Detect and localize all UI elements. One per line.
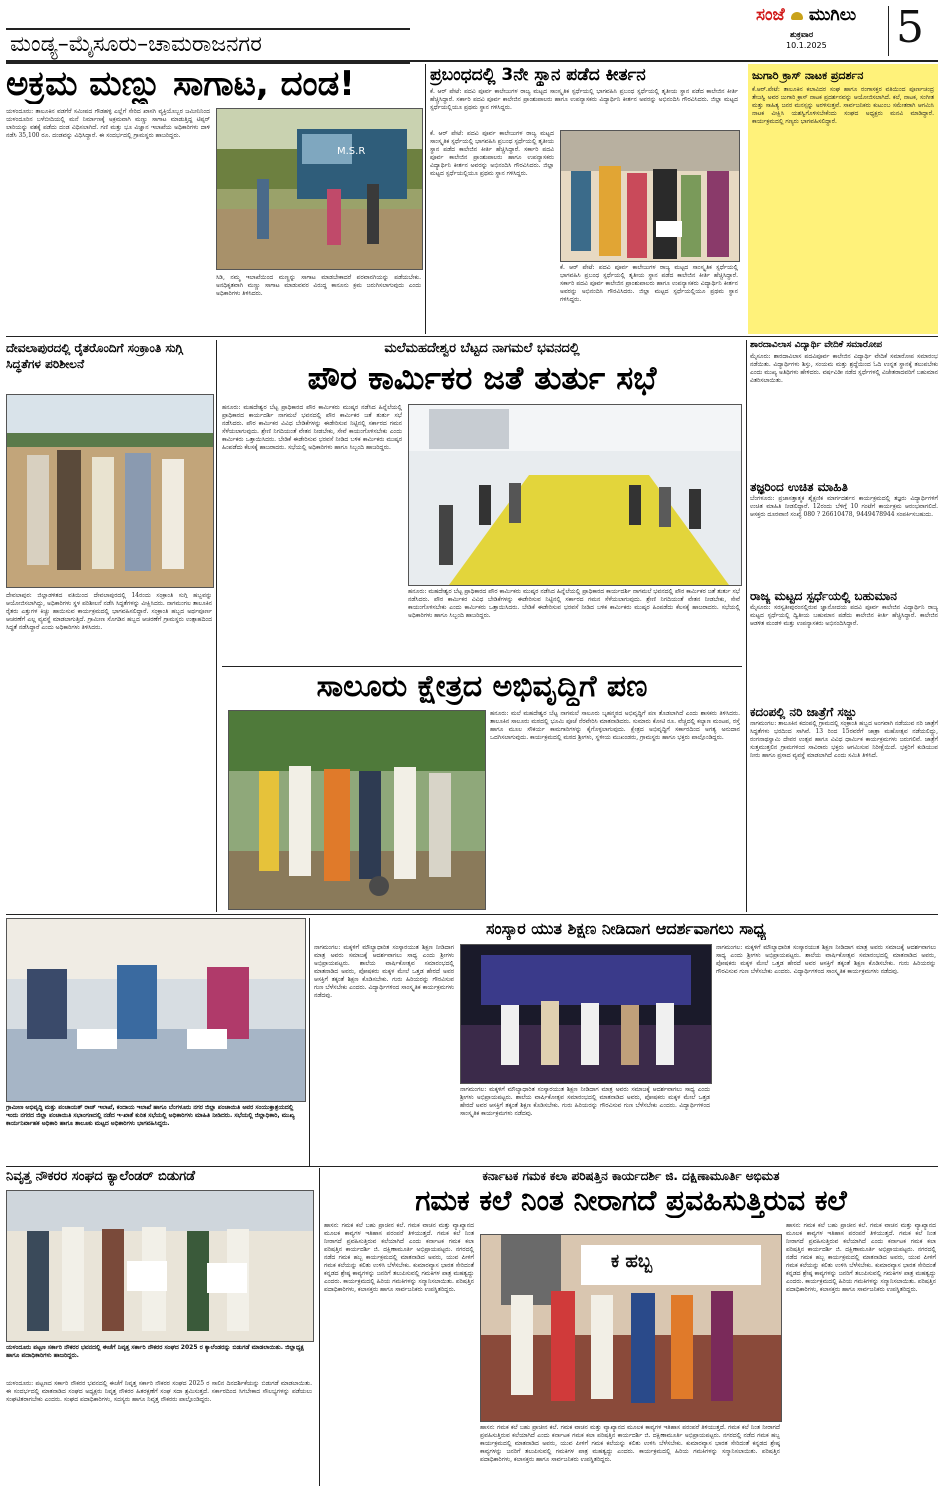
gubbi-body: ಕೆ.ಆರ್.ಪೇಟೆ: ತಾಲೂಕಿನ ಕಲಾವಿದರ ಸಂಘ ಹಾಗೂ ರಂಗಾಸಕ್ತರ ವತಿಯಿಂದ ಪೂರ್ಣಚಂದ್ರ ತೇಜಸ್ವಿ ಅವರ ಜುಗಾರಿ ಕ್ರಾಸ್ ನಾಟಕ ಪ್ರದರ್ಶನವನ್ನು ಆಯೋಜಿಸಲಾಗಿದೆ. ಕಲೆ, ನಾಟಕ, ಸಂಗೀತ ಮತ್ತು ಸಾಹಿತ್ಯ ಜನರ ಮನಸ್ಸನ್ನು ಅರಳಿಸುತ್ತವೆ. ಸಾರ್ವಜನಿಕರು ಕುಟುಂಬ ಸಮೇತರಾಗಿ ಆಗಮಿಸಿ ನಾಟಕ ವೀಕ್ಷಿಸಿ ಯಶಸ್ವಿಗೊಳಿಸಬೇಕೆಂದು ಸಂಘದ ಅಧ್ಯಕ್ಷರು ಮನವಿ ಮಾಡಿದ್ದಾರೆ. ಕಾರ್ಯಕ್ರಮದಲ್ಲಿ ಗಣ್ಯರು ಭಾಗವಹಿಸಲಿದ್ದಾರೆ. [752, 86, 934, 125]
story-sand [6, 64, 422, 330]
story-gamaka [324, 1168, 938, 1486]
samskara-body: ನಾಗಮಂಗಲ: ಮಕ್ಕಳಿಗೆ ಮೌಲ್ಯಾಧಾರಿತ ಸಂಸ್ಕಾರಯುತ ಶಿಕ್ಷಣ ನೀಡಿದಾಗ ಮಾತ್ರ ಅವರು ಸಮಾಜಕ್ಕೆ ಆದರ್ಶವಾಗಲು ಸಾಧ್ಯ ಎಂದು ಶ್ರೀಗಳು ಅಭಿಪ್ರಾಯಪಟ್ಟರು. ಶಾಲೆಯ ವಾರ್ಷಿಕೋತ್ಸವ ಸಮಾರಂಭದಲ್ಲಿ ಮಾತನಾಡಿದ ಅವರು, ಪೋಷಕರು ಮಕ್ಕಳ ಮೇಲೆ ಒತ್ತಡ ಹೇರದೆ ಅವರ ಆಸಕ್ತಿಗೆ ತಕ್ಕಂತೆ ಶಿಕ್ಷಣ ಕೊಡಿಸಬೇಕು. ಗುರು ಹಿರಿಯರನ್ನು ಗೌರವಿಸುವ ಗುಣ ಬೆಳೆಸಬೇಕು ಎಂದರು. ವಿದ್ಯಾರ್ಥಿಗಳಿಂದ ಸಾಂಸ್ಕೃತಿಕ ಕಾರ್ಯಕ್ರಮಗಳು ನಡೆದವು. [314, 944, 454, 999]
calendar-photo [6, 1190, 314, 1342]
story-samskara [314, 918, 938, 1164]
saluru-body: ಹನೂರು: ಮಲೆ ಮಹದೇಶ್ವರ ಬೆಟ್ಟ ನಾಗಮಲೆ ಸಾಲೂರು ಬೃಹನ್ಮಠದ ಅಭಿವೃದ್ಧಿಗೆ ಪಣ ತೊಡಲಾಗಿದೆ ಎಂದು ಶಾಸಕರು ತಿಳಿಸಿದರು. ತಾಲೂಕಿನ ಸಾಲೂರು ಮಠದಲ್ಲಿ ಭೂಮಿ ಪೂಜೆ ನೆರವೇರಿಸಿ ಮಾತನಾಡಿದರು. ಸುಮಾರು ಕೋಟಿ ರೂ. ವೆಚ್ಚದಲ್ಲಿ ಕಲ್ಯಾಣ ಮಂಟಪ, ರಸ್ತೆ ಹಾಗೂ ಮೂಲ ಸೌಕರ್ಯ ಕಾಮಗಾರಿಗಳನ್ನು ಕೈಗೊಳ್ಳಲಾಗುವುದು. ಕ್ಷೇತ್ರದ ಅಭಿವೃದ್ಧಿಗೆ ಸರ್ಕಾರದಿಂದ ಅಗತ್ಯ ಅನುದಾನ ಒದಗಿಸಲಾಗುವುದು. ಕಾರ್ಯಕ್ರಮದಲ್ಲಿ ಮಠದ ಶ್ರೀಗಳು, ಸ್ಥಳೀಯ ಮುಖಂಡರು, ಗ್ರಾಮಸ್ಥರು ಹಾಗೂ ಭಕ್ತರು ಪಾಲ್ಗೊಂಡಿದ್ದರು. [490, 710, 740, 741]
pourakarmika-photo [408, 404, 742, 586]
jatre-headline: ಕದಂಪಲ್ಲಿ ನರಿ ಜಾತ್ರೆಗೆ ಸಜ್ಜು [750, 705, 857, 719]
pourakarmika-body: ಹನೂರು: ಮಹದೇಶ್ವರ ಬೆಟ್ಟ ಪ್ರಾಧಿಕಾರದ ಪೌರ ಕಾರ್ಮಿಕರು ಮುಷ್ಕರ ನಡೆಸಿದ ಹಿನ್ನೆಲೆಯಲ್ಲಿ ಪ್ರಾಧಿಕಾರದ ಕಾರ್ಯದರ್ಶಿ ನಾಗಮಲೆ ಭವನದಲ್ಲಿ ಪೌರ ಕಾರ್ಮಿಕರ ಜತೆ ತುರ್ತು ಸಭೆ ನಡೆಸಿದರು. ಪೌರ ಕಾರ್ಮಿಕರ ವಿವಿಧ ಬೇಡಿಕೆಗಳನ್ನು ಈಡೇರಿಸುವ ನಿಟ್ಟಿನಲ್ಲಿ ಸರ್ಕಾರದ ಗಮನ ಸೆಳೆಯಲಾಗುವುದು. ಶ್ರೇಣಿ ನಿಗದಿಯಂತೆ ವೇತನ ನೀಡಬೇಕು, ಸೇವೆ ಕಾಯಂಗೊಳಿಸಬೇಕು ಎಂದು ಕಾರ್ಮಿಕರು ಒತ್ತಾಯಿಸಿದರು. ಬೇಡಿಕೆ ಈಡೇರಿಸುವ ಭರವಸೆ ನೀಡಿದ ಬಳಿಕ ಕಾರ್ಮಿಕರು ಮುಷ್ಕರ ಹಿಂಪಡೆದು ಕೆಲಸಕ್ಕೆ ಹಾಜರಾದರು. ಸಭೆಯಲ್ಲಿ ಅಧಿಕಾರಿಗಳು ಹಾಗೂ ಸಿಬ್ಬಂದಿ ಹಾಜರಿದ್ದರು. [222, 404, 402, 451]
samskara-headline: ಸಂಸ್ಕಾರ ಯುತ ಶಿಕ್ಷಣ ನೀಡಿದಾಗ ಆದರ್ಶವಾಗಲು ಸಾಧ್ಯ [486, 919, 766, 938]
hrule-1 [6, 336, 938, 337]
logo-part-1: ಸಂಜೆ [756, 5, 785, 25]
issue-day: ಶುಕ್ರವಾರ [790, 30, 814, 39]
info-body: ಬೆಂಗಳೂರು: ಪ್ರಜಾಸತ್ತಾತ್ಮಕ ಶೈಕ್ಷಣಿಕ ಮಾರ್ಗದರ್ಶನ ಕಾರ್ಯಕ್ರಮದಲ್ಲಿ ತಜ್ಞರು ವಿದ್ಯಾರ್ಥಿಗಳಿಗೆ ಉಚಿತ ಮಾಹಿತಿ ನೀಡಲಿದ್ದಾರೆ. 12ರಂದು ಬೆಳಿಗ್ಗೆ 10 ಗಂಟೆಗೆ ಕಾರ್ಯಕ್ರಮ ಆರಂಭವಾಗಲಿದೆ. ಆಸಕ್ತರು ದೂರವಾಣಿ ಸಂಖ್ಯೆ 080 ? 26610478, 9449478944 ಸಂಪರ್ಕಿಸಬಹುದು. [750, 495, 938, 518]
state-prize-body: ಮೈಸೂರು: ಸರಸ್ವತೀಪುರಂನಲ್ಲಿರುವ ಜ್ಞಾನೋದಯ ಪದವಿ ಪೂರ್ವ ಕಾಲೇಜಿನ ವಿದ್ಯಾರ್ಥಿನಿ ರಾಜ್ಯ ಮಟ್ಟದ ಸ್ಪರ್ಧೆಯಲ್ಲಿ ದ್ವಿತೀಯ ಬಹುಮಾನ ಪಡೆದು ಕಾಲೇಜಿನ ಕೀರ್ತಿ ಹೆಚ್ಚಿಸಿದ್ದಾರೆ. ಕಾಲೇಜಿನ ಆಡಳಿತ ಮಂಡಳಿ ಮತ್ತು ಉಪನ್ಯಾಸಕರು ಅಭಿನಂದಿಸಿದ್ದಾರೆ. [750, 604, 938, 627]
hrule-3 [6, 1166, 938, 1167]
keerthana-body-2: ಕೆ. ಆರ್ ಪೇಟೆ: ಪದವಿ ಪೂರ್ವ ಕಾಲೇಜುಗಳ ರಾಜ್ಯ ಮಟ್ಟದ ಸಾಂಸ್ಕೃತಿಕ ಸ್ಪರ್ಧೆಯಲ್ಲಿ ಭಾಗವಹಿಸಿ ಪ್ರಬಂಧ ಸ್ಪರ್ಧೆಯಲ್ಲಿ ತೃತೀಯ ಸ್ಥಾನ ಪಡೆದ ಕಾಲೇಜಿನ ಕೀರ್ತಿ ಹೆಚ್ಚಿಸಿದ್ದಾರೆ. ಸರ್ಕಾರಿ ಪದವಿ ಪೂರ್ವ ಕಾಲೇಜಿನ ಪ್ರಾಂಶುಪಾಲರು ಹಾಗೂ ಉಪನ್ಯಾಸಕರು ವಿದ್ಯಾರ್ಥಿನಿ ಕೀರ್ತನ ಅವರನ್ನು ಅಭಿನಂದಿಸಿ ಗೌರವಿಸಿದರು. ಜಿಲ್ಲಾ ಮಟ್ಟದ ಸ್ಪರ್ಧೆಯಲ್ಲಿಯೂ ಪ್ರಥಮ ಸ್ಥಾನ ಗಳಿಸಿದ್ದರು. [560, 264, 738, 303]
samskara-body-2: ನಾಗಮಂಗಲ: ಮಕ್ಕಳಿಗೆ ಮೌಲ್ಯಾಧಾರಿತ ಸಂಸ್ಕಾರಯುತ ಶಿಕ್ಷಣ ನೀಡಿದಾಗ ಮಾತ್ರ ಅವರು ಸಮಾಜಕ್ಕೆ ಆದರ್ಶವಾಗಲು ಸಾಧ್ಯ ಎಂದು ಶ್ರೀಗಳು ಅಭಿಪ್ರಾಯಪಟ್ಟರು. ಶಾಲೆಯ ವಾರ್ಷಿಕೋತ್ಸವ ಸಮಾರಂಭದಲ್ಲಿ ಮಾತನಾಡಿದ ಅವರು, ಪೋಷಕರು ಮಕ್ಕಳ ಮೇಲೆ ಒತ್ತಡ ಹೇರದೆ ಅವರ ಆಸಕ್ತಿಗೆ ತಕ್ಕಂತೆ ಶಿಕ್ಷಣ ಕೊಡಿಸಬೇಕು. ಗುರು ಹಿರಿಯರನ್ನು ಗೌರವಿಸುವ ಗುಣ ಬೆಳೆಸಬೇಕು ಎಂದರು. ವಿದ್ಯಾರ್ಥಿಗಳಿಂದ ಸಾಂಸ್ಕೃತಿಕ ಕಾರ್ಯಕ್ರಮಗಳು ನಡೆದವು. [460, 1086, 710, 1117]
gamaka-kicker: ಕರ್ನಾಟಕ ಗಮಕ ಕಲಾ ಪರಿಷತ್ತಿನ ಕಾರ್ಯದರ್ಶಿ ಜಿ. ದಕ್ಷಿಣಾಮೂರ್ತಿ ಅಭಿಮತ [482, 1169, 780, 1183]
issue-date: 10.1.2025 [786, 41, 827, 50]
gamaka-body-3: ಹಾಸನ: ಗಮಕ ಕಲೆ ಬಹು ಪ್ರಾಚೀನ ಕಲೆ. ಗಮಕ ವಾಚನ ಮತ್ತು ವ್ಯಾಖ್ಯಾನದ ಮೂಲಕ ಕಾವ್ಯಗಳ ಇತಿಹಾಸ ಪರಂಪರೆ ತಿಳಿಯುತ್ತದೆ. ಗಮಕ ಕಲೆ ನಿಂತ ನೀರಾಗದೆ ಪ್ರವಹಿಸುತ್ತಿರುವ ಕಲೆಯಾಗಿದೆ ಎಂದು ಕರ್ನಾಟಕ ಗಮಕ ಕಲಾ ಪರಿಷತ್ತಿನ ಕಾರ್ಯದರ್ಶಿ ಜಿ. ದಕ್ಷಿಣಾಮೂರ್ತಿ ಅಭಿಪ್ರಾಯಪಟ್ಟರು. ನಗರದಲ್ಲಿ ನಡೆದ ಗಮಕ ಹಬ್ಬ ಕಾರ್ಯಕ್ರಮದಲ್ಲಿ ಮಾತನಾಡಿದ ಅವರು, ಯುವ ಪೀಳಿಗೆ ಗಮಕ ಕಲೆಯನ್ನು ಕಲಿತು ಉಳಿಸಿ ಬೆಳೆಸಬೇಕು. ಕುಮಾರವ್ಯಾಸ ಭಾರತ ಸೇರಿದಂತೆ ಕನ್ನಡದ ಶ್ರೇಷ್ಠ ಕಾವ್ಯಗಳನ್ನು ಜನರಿಗೆ ತಲುಪಿಸುವಲ್ಲಿ ಗಮಕಿಗಳ ಪಾತ್ರ ಮಹತ್ವದ್ದು ಎಂದರು. ಕಾರ್ಯಕ್ರಮದಲ್ಲಿ ಹಿರಿಯ ಗಮಕಿಗಳನ್ನು ಸನ್ಮಾನಿಸಲಾಯಿತು. ಪರಿಷತ್ತಿನ ಪದಾಧಿಕಾರಿಗಳು, ಕಲಾಸಕ್ತರು ಹಾಗೂ ಸಾರ್ವಜನಿಕರು ಉಪಸ್ಥಿತರಿದ್ದರು. [786, 1222, 936, 1293]
hrule-saluru [222, 666, 742, 667]
saluru-headline: ಸಾಲೂರು ಕ್ಷೇತ್ರದ ಅಭಿವೃದ್ಧಿಗೆ ಪಣ [316, 669, 648, 704]
calendar-caption: ಯಳಂದೂರು ಪಟ್ಟಣ ಸರ್ಕಾರಿ ನೌಕರರ ಭವನದಲ್ಲಿ ಈಚೆಗೆ ನಿವೃತ್ತ ಸರ್ಕಾರಿ ನೌಕರರ ಸಂಘದ 2025 ರ ಕ್ಯಾಲೆಂಡರನ್ನು ಬಿಡುಗಡೆ ಮಾಡಲಾಯಿತು. ಜಿಲ್ಲಾಧ್ಯಕ್ಷ ಹಾಗೂ ಪದಾಧಿಕಾರಿಗಳು ಹಾಜರಿದ್ದರು. [6, 1344, 304, 1359]
story-pourakarmika [222, 340, 742, 666]
section-title: ಮಂಡ್ಯ–ಮೈಸೂರು–ಚಾಮರಾಜನಗರ [10, 32, 262, 57]
col-divider-right [746, 340, 747, 912]
calendar-headline: ನಿವೃತ್ತ ನೌಕರರ ಸಂಘದ ಕ್ಯಾಲೆಂಡರ್ ಬಿಡುಗಡೆ [6, 1169, 195, 1184]
jatre-body: ನಾಗಮಂಗಲ: ತಾಲೂಕಿನ ಕದಂಪಲ್ಲಿ ಗ್ರಾಮದಲ್ಲಿ ಸಂಕ್ರಾಂತಿ ಹಬ್ಬದ ಅಂಗವಾಗಿ ನಡೆಯುವ ನರಿ ಜಾತ್ರೆಗೆ ಸಿದ್ಧತೆಗಳು ಭರದಿಂದ ಸಾಗಿವೆ. 13 ರಿಂದ 15ರವರೆಗೆ ಜಾತ್ರಾ ಮಹೋತ್ಸವ ನಡೆಯಲಿದ್ದು, ರಂಗನಾಥಸ್ವಾಮಿ ದೇವರ ಉತ್ಸವ ಹಾಗೂ ವಿವಿಧ ಧಾರ್ಮಿಕ ಕಾರ್ಯಕ್ರಮಗಳು ಜರುಗಲಿವೆ. ಜಾತ್ರೆಗೆ ಸುತ್ತಮುತ್ತಲಿನ ಗ್ರಾಮಗಳಿಂದ ಸಾವಿರಾರು ಭಕ್ತರು ಆಗಮಿಸುವ ನಿರೀಕ್ಷೆಯಿದೆ. ಭಕ್ತರಿಗೆ ಕುಡಿಯುವ ನೀರು ಹಾಗೂ ಪ್ರಸಾದ ವ್ಯವಸ್ಥೆ ಮಾಡಲಾಗಿದೆ ಎಂದು ಸಮಿತಿ ತಿಳಿಸಿದೆ. [750, 720, 938, 759]
page-number-divider [888, 6, 889, 56]
farmers-body: ದೇವಲಾಪುರ: ಜಿಲ್ಲಾಡಳಿತದ ವತಿಯಿಂದ ದೇವಲಾಪುರದಲ್ಲಿ 14ರಂದು ಸಂಕ್ರಾಂತಿ ಸುಗ್ಗಿ ಹಬ್ಬವನ್ನು ಆಯೋಜಿಸಲಾಗಿದ್ದು, ಅಧಿಕಾರಿಗಳು ಸ್ಥಳ ಪರಿಶೀಲನೆ ನಡೆಸಿ ಸಿದ್ಧತೆಗಳನ್ನು ವೀಕ್ಷಿಸಿದರು. ನಾಗಮಂಗಲ ತಾಲೂಕಿನ ರೈತರು ಎತ್ತುಗಳ ಕಿಚ್ಚು ಹಾಯಿಸುವ ಕಾರ್ಯಕ್ರಮದಲ್ಲಿ ಭಾಗವಹಿಸಲಿದ್ದಾರೆ. ಸಂಕ್ರಾಂತಿ ಹಬ್ಬದ ಅರ್ಥಪೂರ್ಣ ಆಚರಣೆಗೆ ಎಲ್ಲ ವ್ಯವಸ್ಥೆ ಮಾಡಲಾಗುತ್ತಿದೆ. ಗ್ರಾಮೀಣ ಸೊಗಡಿನ ಹಬ್ಬದ ಆಚರಣೆಗೆ ಗ್ರಾಮಸ್ಥರು ಉತ್ಸಾಹದಿಂದ ಸಿದ್ಧತೆ ನಡೆಸಿದ್ದಾರೆ ಎಂದು ಅಧಿಕಾರಿಗಳು ತಿಳಿಸಿದರು. [6, 592, 212, 631]
col-divider-bottom-1 [309, 918, 310, 1166]
pourakarmika-headline: ಪೌರ ಕಾರ್ಮಿಕರ ಜತೆ ತುರ್ತು ಸಭೆ [307, 359, 657, 397]
gamaka-body-2: ಹಾಸನ: ಗಮಕ ಕಲೆ ಬಹು ಪ್ರಾಚೀನ ಕಲೆ. ಗಮಕ ವಾಚನ ಮತ್ತು ವ್ಯಾಖ್ಯಾನದ ಮೂಲಕ ಕಾವ್ಯಗಳ ಇತಿಹಾಸ ಪರಂಪರೆ ತಿಳಿಯುತ್ತದೆ. ಗಮಕ ಕಲೆ ನಿಂತ ನೀರಾಗದೆ ಪ್ರವಹಿಸುತ್ತಿರುವ ಕಲೆಯಾಗಿದೆ ಎಂದು ಕರ್ನಾಟಕ ಗಮಕ ಕಲಾ ಪರಿಷತ್ತಿನ ಕಾರ್ಯದರ್ಶಿ ಜಿ. ದಕ್ಷಿಣಾಮೂರ್ತಿ ಅಭಿಪ್ರಾಯಪಟ್ಟರು. ನಗರದಲ್ಲಿ ನಡೆದ ಗಮಕ ಹಬ್ಬ ಕಾರ್ಯಕ್ರಮದಲ್ಲಿ ಮಾತನಾಡಿದ ಅವರು, ಯುವ ಪೀಳಿಗೆ ಗಮಕ ಕಲೆಯನ್ನು ಕಲಿತು ಉಳಿಸಿ ಬೆಳೆಸಬೇಕು. ಕುಮಾರವ್ಯಾಸ ಭಾರತ ಸೇರಿದಂತೆ ಕನ್ನಡದ ಶ್ರೇಷ್ಠ ಕಾವ್ಯಗಳನ್ನು ಜನರಿಗೆ ತಲುಪಿಸುವಲ್ಲಿ ಗಮಕಿಗಳ ಪಾತ್ರ ಮಹತ್ವದ್ದು ಎಂದರು. ಕಾರ್ಯಕ್ರಮದಲ್ಲಿ ಹಿರಿಯ ಗಮಕಿಗಳನ್ನು ಸನ್ಮಾನಿಸಲಾಯಿತು. ಪರಿಷತ್ತಿನ ಪದಾಧಿಕಾರಿಗಳು, ಕಲಾಸಕ್ತರು ಹಾಗೂ ಸಾರ್ವಜನಿಕರು ಉಪಸ್ಥಿತರಿದ್ದರು. [480, 1424, 780, 1463]
col-divider-mid-left [216, 340, 217, 912]
saluru-photo [228, 710, 486, 910]
gamaka-photo [480, 1234, 782, 1422]
pourakarmika-kicker: ಮಲೆಮಹದೇಶ್ವರ ಬೆಟ್ಟದ ನಾಗಮಲೆ ಭವನದಲ್ಲಿ [384, 341, 580, 356]
story-meeting [6, 918, 306, 1164]
sand-photo [216, 108, 423, 270]
saraswati-headline: ಶಾರದಾವಿಲಾಸ ವಿದ್ಯಾರ್ಥಿ ವೇದಿಕೆ ಸಮಾರೋಪ [750, 340, 883, 350]
calendar-body: ಯಳಂದೂರು: ಪಟ್ಟಣದ ಸರ್ಕಾರಿ ನೌಕರರ ಭವನದಲ್ಲಿ ಈಚೆಗೆ ನಿವೃತ್ತ ಸರ್ಕಾರಿ ನೌಕರರ ಸಂಘದ 2025 ರ ಸಾಲಿನ ದಿನದರ್ಶಿಕೆಯನ್ನು ಬಿಡುಗಡೆ ಮಾಡಲಾಯಿತು. ಈ ಸಂದರ್ಭದಲ್ಲಿ ಮಾತನಾಡಿದ ಸಂಘದ ಅಧ್ಯಕ್ಷರು ನಿವೃತ್ತ ನೌಕರರ ಹಿತರಕ್ಷಣೆಗೆ ಸಂಘ ಸದಾ ಶ್ರಮಿಸುತ್ತದೆ. ಸರ್ಕಾರದಿಂದ ಸಿಗಬೇಕಾದ ಸೌಲಭ್ಯಗಳನ್ನು ಪಡೆಯಲು ಸಂಘಟಿತರಾಗಬೇಕು ಎಂದರು. ಸಂಘದ ಪದಾಧಿಕಾರಿಗಳು, ಸದಸ್ಯರು ಹಾಗೂ ನಿವೃತ್ತ ನೌಕರರು ಪಾಲ್ಗೊಂಡಿದ್ದರು. [6, 1380, 312, 1403]
paper-logo [756, 5, 886, 29]
state-prize-headline: ರಾಜ್ಯ ಮಟ್ಟದ ಸ್ಪರ್ಧೆಯಲ್ಲಿ ಬಹುಮಾನ [750, 589, 897, 603]
logo-part-2: ಮುಗಿಲು [808, 5, 857, 25]
col-divider-top [425, 64, 426, 334]
keerthana-body: ಕೆ. ಆರ್ ಪೇಟೆ: ಪದವಿ ಪೂರ್ವ ಕಾಲೇಜುಗಳ ರಾಜ್ಯ ಮಟ್ಟದ ಸಾಂಸ್ಕೃತಿಕ ಸ್ಪರ್ಧೆಯಲ್ಲಿ ಭಾಗವಹಿಸಿ ಪ್ರಬಂಧ ಸ್ಪರ್ಧೆಯಲ್ಲಿ ತೃತೀಯ ಸ್ಥಾನ ಪಡೆದ ಕಾಲೇಜಿನ ಕೀರ್ತಿ ಹೆಚ್ಚಿಸಿದ್ದಾರೆ. ಸರ್ಕಾರಿ ಪದವಿ ಪೂರ್ವ ಕಾಲೇಜಿನ ಪ್ರಾಂಶುಪಾಲರು ಹಾಗೂ ಉಪನ್ಯಾಸಕರು ವಿದ್ಯಾರ್ಥಿನಿ ಕೀರ್ತನ ಅವರನ್ನು ಅಭಿನಂದಿಸಿ ಗೌರವಿಸಿದರು. ಜಿಲ್ಲಾ ಮಟ್ಟದ ಸ್ಪರ್ಧೆಯಲ್ಲಿಯೂ ಪ್ರಥಮ ಸ್ಥಾನ ಗಳಿಸಿದ್ದರು. [430, 130, 554, 177]
right-column [750, 340, 938, 912]
gamaka-headline: ಗಮಕ ಕಲೆ ನಿಂತ ನೀರಾಗದೆ ಪ್ರವಹಿಸುತ್ತಿರುವ ಕಲೆ [415, 1184, 847, 1217]
sand-caption: ಸಿಡಿ, ನಮ್ಮ ಇಲಾಖೆಯಿಂದ ಮಣ್ಣನ್ನು ಸಾಗಾಟ ಮಾಡಬೇಕಾದರೆ ಪರವಾನಗಿಯನ್ನು ಪಡೆಯಬೇಕು. ಅನಧಿಕೃತವಾಗಿ ಮಣ್ಣು ಸಾಗಾಟ ಮಾಡುವವರ ವಿರುದ್ಧ ಕಾನೂನು ಕ್ರಮ ಜರುಗಿಸಲಾಗುವುದು ಎಂದು ಅಧಿಕಾರಿಗಳು ತಿಳಿಸಿದರು. [216, 274, 421, 297]
page-number: 5 [896, 2, 924, 53]
gubbi-headline: ಜುಗಾರಿ ಕ್ರಾಸ್ ನಾಟಕ ಪ್ರದರ್ಶನ [752, 69, 864, 82]
hrule-2 [6, 914, 938, 915]
gamaka-banner: ಕ ಹಬ್ಬ [611, 1251, 653, 1272]
samskara-body-3: ನಾಗಮಂಗಲ: ಮಕ್ಕಳಿಗೆ ಮೌಲ್ಯಾಧಾರಿತ ಸಂಸ್ಕಾರಯುತ ಶಿಕ್ಷಣ ನೀಡಿದಾಗ ಮಾತ್ರ ಅವರು ಸಮಾಜಕ್ಕೆ ಆದರ್ಶವಾಗಲು ಸಾಧ್ಯ ಎಂದು ಶ್ರೀಗಳು ಅಭಿಪ್ರಾಯಪಟ್ಟರು. ಶಾಲೆಯ ವಾರ್ಷಿಕೋತ್ಸವ ಸಮಾರಂಭದಲ್ಲಿ ಮಾತನಾಡಿದ ಅವರು, ಪೋಷಕರು ಮಕ್ಕಳ ಮೇಲೆ ಒತ್ತಡ ಹೇರದೆ ಅವರ ಆಸಕ್ತಿಗೆ ತಕ್ಕಂತೆ ಶಿಕ್ಷಣ ಕೊಡಿಸಬೇಕು. ಗುರು ಹಿರಿಯರನ್ನು ಗೌರವಿಸುವ ಗುಣ ಬೆಳೆಸಬೇಕು ಎಂದರು. ವಿದ್ಯಾರ್ಥಿಗಳಿಂದ ಸಾಂಸ್ಕೃತಿಕ ಕಾರ್ಯಕ್ರಮಗಳು ನಡೆದವು. [716, 944, 936, 975]
gamaka-body: ಹಾಸನ: ಗಮಕ ಕಲೆ ಬಹು ಪ್ರಾಚೀನ ಕಲೆ. ಗಮಕ ವಾಚನ ಮತ್ತು ವ್ಯಾಖ್ಯಾನದ ಮೂಲಕ ಕಾವ್ಯಗಳ ಇತಿಹಾಸ ಪರಂಪರೆ ತಿಳಿಯುತ್ತದೆ. ಗಮಕ ಕಲೆ ನಿಂತ ನೀರಾಗದೆ ಪ್ರವಹಿಸುತ್ತಿರುವ ಕಲೆಯಾಗಿದೆ ಎಂದು ಕರ್ನಾಟಕ ಗಮಕ ಕಲಾ ಪರಿಷತ್ತಿನ ಕಾರ್ಯದರ್ಶಿ ಜಿ. ದಕ್ಷಿಣಾಮೂರ್ತಿ ಅಭಿಪ್ರಾಯಪಟ್ಟರು. ನಗರದಲ್ಲಿ ನಡೆದ ಗಮಕ ಹಬ್ಬ ಕಾರ್ಯಕ್ರಮದಲ್ಲಿ ಮಾತನಾಡಿದ ಅವರು, ಯುವ ಪೀಳಿಗೆ ಗಮಕ ಕಲೆಯನ್ನು ಕಲಿತು ಉಳಿಸಿ ಬೆಳೆಸಬೇಕು. ಕುಮಾರವ್ಯಾಸ ಭಾರತ ಸೇರಿದಂತೆ ಕನ್ನಡದ ಶ್ರೇಷ್ಠ ಕಾವ್ಯಗಳನ್ನು ಜನರಿಗೆ ತಲುಪಿಸುವಲ್ಲಿ ಗಮಕಿಗಳ ಪಾತ್ರ ಮಹತ್ವದ್ದು ಎಂದರು. ಕಾರ್ಯಕ್ರಮದಲ್ಲಿ ಹಿರಿಯ ಗಮಕಿಗಳನ್ನು ಸನ್ಮಾನಿಸಲಾಯಿತು. ಪರಿಷತ್ತಿನ ಪದಾಧಿಕಾರಿಗಳು, ಕಲಾಸಕ್ತರು ಹಾಗೂ ಸಾರ್ವಜನಿಕರು ಉಪಸ್ಥಿತರಿದ್ದರು. [324, 1222, 474, 1293]
pourakarmika-body-2: ಹನೂರು: ಮಹದೇಶ್ವರ ಬೆಟ್ಟ ಪ್ರಾಧಿಕಾರದ ಪೌರ ಕಾರ್ಮಿಕರು ಮುಷ್ಕರ ನಡೆಸಿದ ಹಿನ್ನೆಲೆಯಲ್ಲಿ ಪ್ರಾಧಿಕಾರದ ಕಾರ್ಯದರ್ಶಿ ನಾಗಮಲೆ ಭವನದಲ್ಲಿ ಪೌರ ಕಾರ್ಮಿಕರ ಜತೆ ತುರ್ತು ಸಭೆ ನಡೆಸಿದರು. ಪೌರ ಕಾರ್ಮಿಕರ ವಿವಿಧ ಬೇಡಿಕೆಗಳನ್ನು ಈಡೇರಿಸುವ ನಿಟ್ಟಿನಲ್ಲಿ ಸರ್ಕಾರದ ಗಮನ ಸೆಳೆಯಲಾಗುವುದು. ಶ್ರೇಣಿ ನಿಗದಿಯಂತೆ ವೇತನ ನೀಡಬೇಕು, ಸೇವೆ ಕಾಯಂಗೊಳಿಸಬೇಕು ಎಂದು ಕಾರ್ಮಿಕರು ಒತ್ತಾಯಿಸಿದರು. ಬೇಡಿಕೆ ಈಡೇರಿಸುವ ಭರವಸೆ ನೀಡಿದ ಬಳಿಕ ಕಾರ್ಮಿಕರು ಮುಷ್ಕರ ಹಿಂಪಡೆದು ಕೆಲಸಕ್ಕೆ ಹಾಜರಾದರು. ಸಭೆಯಲ್ಲಿ ಅಧಿಕಾರಿಗಳು ಹಾಗೂ ಸಿಬ್ಬಂದಿ ಹಾಜರಿದ್ದರು. [408, 588, 740, 619]
meeting-photo [6, 918, 306, 1102]
story-gubbi [748, 64, 938, 334]
farmers-photo [6, 394, 214, 588]
samskara-photo [460, 944, 712, 1084]
keerthana-headline: ಪ್ರಬಂಧದಲ್ಲಿ 3ನೇ ಸ್ಥಾನ ಪಡೆದ ಕೀರ್ತನ [430, 65, 646, 85]
story-farmers [6, 340, 214, 912]
section-title-bar [6, 28, 410, 64]
story-saluru [222, 668, 742, 912]
saraswati-body: ಮೈಸೂರು: ಶಾರದಾವಿಲಾಸ ಪದವಿಪೂರ್ವ ಕಾಲೇಜಿನ ವಿದ್ಯಾರ್ಥಿ ವೇದಿಕೆ ಸಮಾರೋಪ ಸಮಾರಂಭ ನಡೆಯಿತು. ವಿದ್ಯಾರ್ಥಿಗಳು ಶಿಸ್ತು, ಸಂಯಮ ಮತ್ತು ಶ್ರದ್ಧೆಯಿಂದ ಓದಿ ಉನ್ನತ ಸ್ಥಾನಕ್ಕೆ ತಲುಪಬೇಕು ಎಂದು ಮುಖ್ಯ ಅತಿಥಿಗಳು ಹೇಳಿದರು. ವರ್ಷವಿಡೀ ನಡೆದ ಸ್ಪರ್ಧೆಗಳಲ್ಲಿ ವಿಜೇತರಾದವರಿಗೆ ಬಹುಮಾನ ವಿತರಿಸಲಾಯಿತು. [750, 353, 938, 384]
masthead-rule [6, 60, 938, 62]
col-divider-bottom-2 [319, 1168, 320, 1486]
sand-body: ಯಳಂದೂರು: ತಾಲೂಕಿನ ವಡಗೆರೆ ಸಮೀಪದ ಗೌಡಹಳ್ಳಿ ಎಲ್ಲೆಗೆ ಸೇರಿದ ಖಾಸಗಿ ವ್ಯಕ್ತಿಯೊಬ್ಬರ ಜಮೀನಿನಿಂದ ಯಳಂದೂರಿನ ಬಳೆಬೀದಿಯಲ್ಲಿ ಮನೆ ನಿರ್ಮಾಣಕ್ಕೆ ಅಕ್ರಮವಾಗಿ ಮಣ್ಣು ಸಾಗಾಟ ಮಾಡುತ್ತಿದ್ದ ಟಿಪ್ಪರ್ ಲಾರಿಯನ್ನು ವಶಕ್ಕೆ ಪಡೆದು ದಂಡ ವಿಧಿಸಲಾಗಿದೆ. ಗಣಿ ಮತ್ತು ಭೂ ವಿಜ್ಞಾನ ಇಲಾಖೆಯ ಅಧಿಕಾರಿಗಳು ದಾಳಿ ನಡೆಸಿ 35,100 ರೂ. ದಂಡವನ್ನು ವಿಧಿಸಿದ್ದಾರೆ. ಈ ಸಂದರ್ಭದಲ್ಲಿ ಗ್ರಾಮಸ್ಥರು ಹಾಜರಿದ್ದರು. [6, 108, 210, 139]
cloud-icon [791, 12, 803, 20]
sand-headline: ಅಕ್ರಮ ಮಣ್ಣು ಸಾಗಾಟ, ದಂಡ! [6, 64, 355, 104]
farmers-headline: ದೇವಲಾಪುರದಲ್ಲಿ ರೈತರೊಂದಿಗೆ ಸಂಕ್ರಾಂತಿ ಸುಗ್ಗಿ ಸಿದ್ಧತೆಗಳ ಪರಿಶೀಲನೆ [6, 341, 183, 371]
meeting-caption: ಗ್ರಾಮೀಣ ಅಭಿವೃದ್ಧಿ ಮತ್ತು ಪಂಚಾಯತ್ ರಾಜ್ ಇಲಾಖೆ, ಕಂದಾಯ ಇಲಾಖೆ ಹಾಗೂ ಬೆಂಗಳೂರು ನಗರ ಜಿಲ್ಲಾ ಪಂಚಾಯಿತಿ ಅವರ ಸಂಯುಕ್ತಾಶ್ರಯದಲ್ಲಿ ಇಂದು ನಗರದ ಜಿಲ್ಲಾ ಪಂಚಾಯಿತಿ ಸಭಾಂಗಣದಲ್ಲಿ ನಡೆದ ಇ-ಖಾತೆ ಕುರಿತ ಸಭೆಯಲ್ಲಿ ಅಧಿಕಾರಿಗಳು ಮಾಹಿತಿ ನೀಡಿದರು. ಸಭೆಯಲ್ಲಿ ಜಿಲ್ಲಾಧಿಕಾರಿ, ಮುಖ್ಯ ಕಾರ್ಯನಿರ್ವಾಹಕ ಅಧಿಕಾರಿ ಹಾಗೂ ತಾಲೂಕು ಮಟ್ಟದ ಅಧಿಕಾರಿಗಳು ಭಾಗವಹಿಸಿದ್ದರು. [6, 1104, 295, 1127]
story-keerthana [430, 64, 740, 334]
story-calendar [6, 1168, 316, 1486]
svg-text:M.S.R: M.S.R [337, 146, 366, 157]
keerthana-body-top: ಕೆ. ಆರ್ ಪೇಟೆ: ಪದವಿ ಪೂರ್ವ ಕಾಲೇಜುಗಳ ರಾಜ್ಯ ಮಟ್ಟದ ಸಾಂಸ್ಕೃತಿಕ ಸ್ಪರ್ಧೆಯಲ್ಲಿ ಭಾಗವಹಿಸಿ ಪ್ರಬಂಧ ಸ್ಪರ್ಧೆಯಲ್ಲಿ ತೃತೀಯ ಸ್ಥಾನ ಪಡೆದ ಕಾಲೇಜಿನ ಕೀರ್ತಿ ಹೆಚ್ಚಿಸಿದ್ದಾರೆ. ಸರ್ಕಾರಿ ಪದವಿ ಪೂರ್ವ ಕಾಲೇಜಿನ ಪ್ರಾಂಶುಪಾಲರು ಹಾಗೂ ಉಪನ್ಯಾಸಕರು ವಿದ್ಯಾರ್ಥಿನಿ ಕೀರ್ತನ ಅವರನ್ನು ಅಭಿನಂದಿಸಿ ಗೌರವಿಸಿದರು. ಜಿಲ್ಲಾ ಮಟ್ಟದ ಸ್ಪರ್ಧೆಯಲ್ಲಿಯೂ ಪ್ರಥಮ ಸ್ಥಾನ ಗಳಿಸಿದ್ದರು. [430, 88, 738, 111]
info-headline: ತಜ್ಞರಿಂದ ಉಚಿತ ಮಾಹಿತಿ [750, 480, 848, 494]
keerthana-photo [560, 130, 740, 262]
